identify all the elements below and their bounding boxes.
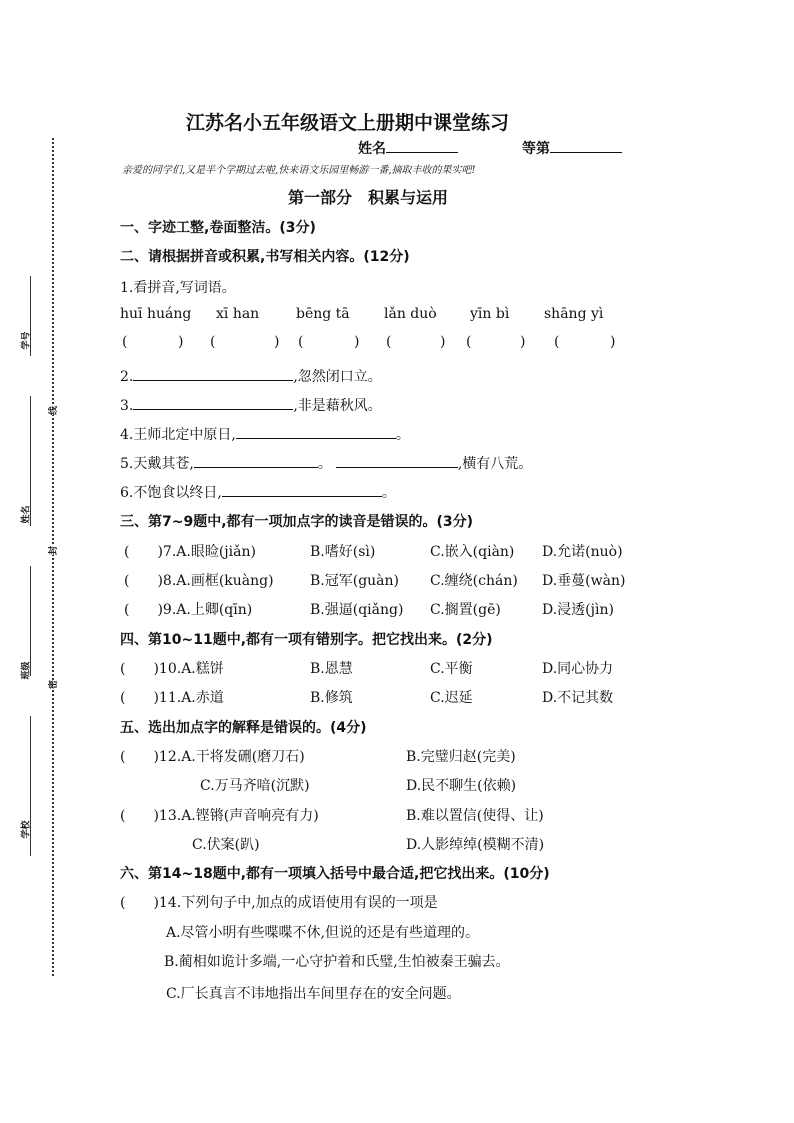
section-3-heading: 三、第7~9题中,都有一项加点字的读音是错误的。(3分)	[120, 514, 474, 530]
q3-blank[interactable]	[133, 395, 293, 410]
q7-option-d: D.允诺(nuò)	[542, 544, 623, 560]
q7-option-b: B.嗜好(sì)	[310, 544, 376, 560]
pinyin-1: huī huáng	[120, 306, 192, 322]
q3-number: 3.	[120, 398, 134, 414]
q6-blank[interactable]	[222, 482, 382, 497]
name-blank[interactable]	[386, 138, 458, 153]
pinyin-5: yīn bì	[470, 306, 510, 322]
pinyin-3: bēng tā	[296, 306, 350, 322]
q5-line	[120, 453, 532, 473]
q5-text: 5.天戴其苍,	[120, 456, 194, 472]
q10-option-d: D.同心协力	[542, 661, 614, 677]
q4-text: 4.王师北定中原日,	[120, 427, 236, 443]
section-2-heading: 二、请根据拼音或积累,书写相关内容。(12分)	[120, 249, 410, 265]
name-field[interactable]	[358, 138, 458, 158]
grade-label: 等第	[522, 141, 550, 157]
part-title: 第一部分 积累与运用	[288, 188, 449, 207]
q9-option-b: B.强逼(qiǎng)	[310, 602, 404, 618]
q5-blank-1[interactable]	[194, 453, 318, 468]
q6-line	[120, 482, 396, 502]
q12-option-c: C.万马齐喑(沉默)	[200, 778, 310, 794]
side-label-number: 学号	[21, 331, 32, 350]
q8-option-c: C.缠绕(chán)	[430, 573, 518, 589]
q3-text: ,非是藉秋风。	[293, 398, 382, 414]
q13-option-d: D.人影绰绰(模糊不清)	[406, 837, 545, 853]
paren-open-5: (	[466, 334, 472, 350]
grade-field[interactable]	[522, 138, 622, 158]
side-seal-secret: 密	[46, 680, 59, 689]
q2-text: ,忽然闭口立。	[293, 369, 382, 385]
q13-option-a: ( )13.A.铿锵(声音响亮有力)	[120, 808, 319, 824]
q2-number: 2.	[120, 369, 134, 385]
side-seal-seal: 封	[46, 546, 59, 555]
q9-option-d: D.浸透(jìn)	[542, 602, 614, 618]
paren-close-1: )	[178, 334, 184, 350]
q3-line	[120, 395, 382, 415]
q2-blank[interactable]	[133, 366, 293, 381]
q8-option-b: B.冠军(guàn)	[310, 573, 400, 589]
q10-option-b: B.恩慧	[310, 661, 353, 677]
q4-line	[120, 424, 410, 444]
q7-option-c: C.嵌入(qiàn)	[430, 544, 515, 560]
section-4-heading: 四、第10~11题中,都有一项有错别字。把它找出来。(2分)	[120, 632, 493, 648]
section-6-heading: 六、第14~18题中,都有一项填入括号中最合适,把它找出来。(10分)	[120, 866, 550, 882]
q9-option-a: ( )9.A.上卿(qīn)	[124, 602, 253, 618]
q11-option-b: B.修筑	[310, 690, 353, 706]
paren-close-6: )	[610, 334, 616, 350]
section-5-heading: 五、选出加点字的解释是错误的。(4分)	[120, 720, 367, 736]
q7-option-a: ( )7.A.眼睑(jiǎn)	[124, 544, 256, 560]
name-label: 姓名	[358, 141, 386, 157]
q5-end: ,横有八荒。	[457, 456, 533, 472]
side-label-class: 班级	[21, 661, 32, 680]
q10-option-a: ( )10.A.糕饼	[120, 661, 224, 677]
pinyin-6: shāng yì	[544, 306, 604, 322]
pinyin-4: lǎn duò	[384, 306, 437, 322]
side-label-name: 姓名	[21, 505, 32, 524]
q6-text: 6.不饱食以终日,	[120, 485, 222, 501]
intro-text: 亲爱的同学们,又是半个学期过去啦,快来语文乐园里畅游一番,摘取丰收的果实吧!	[122, 165, 476, 176]
q5-blank-2[interactable]	[336, 453, 458, 468]
q8-option-a: ( )8.A.画框(kuàng)	[124, 573, 274, 589]
paren-open-2: (	[210, 334, 216, 350]
q1-label: 1.看拼音,写词语。	[120, 280, 236, 296]
side-seal-line: 线	[46, 406, 59, 415]
q11-option-d: D.不记其数	[542, 690, 614, 706]
grade-blank[interactable]	[550, 138, 622, 153]
margin-line-class	[30, 566, 31, 676]
q14-option-c: C.厂长真言不讳地指出车间里存在的安全问题。	[166, 986, 461, 1002]
paren-open-4: (	[386, 334, 392, 350]
q12-option-b: B.完璧归赵(完美)	[406, 749, 516, 765]
q12-option-a: ( )12.A.干将发硎(磨刀石)	[120, 749, 305, 765]
q8-option-d: D.垂蔓(wàn)	[542, 573, 626, 589]
q13-option-c: C.伏案(趴)	[192, 837, 260, 853]
q11-option-a: ( )11.A.赤道	[120, 690, 224, 706]
q6-end: 。	[381, 485, 396, 501]
q4-blank[interactable]	[236, 424, 396, 439]
binding-dotted-line	[52, 138, 54, 976]
q11-option-c: C.迟延	[430, 690, 473, 706]
q14-stem: ( )14.下列句子中,加点的成语使用有误的一项是	[120, 895, 438, 911]
q9-option-c: C.搁置(gē)	[430, 602, 501, 618]
section-1-heading: 一、字迹工整,卷面整洁。(3分)	[120, 220, 316, 236]
paren-close-3: )	[354, 334, 360, 350]
paren-close-2: )	[274, 334, 280, 350]
q10-option-c: C.平衡	[430, 661, 473, 677]
page-title: 江苏名小五年级语文上册期中课堂练习	[186, 112, 510, 134]
paren-close-4: )	[440, 334, 446, 350]
q13-option-b: B.难以置信(使得、让)	[406, 808, 544, 824]
paren-open-6: (	[554, 334, 560, 350]
q12-option-d: D.民不聊生(依赖)	[406, 778, 517, 794]
q14-option-b: B.蔺相如诡计多端,一心守护着和氏璧,生怕被秦王骗去。	[164, 954, 510, 970]
q2-line	[120, 366, 382, 386]
pinyin-2: xī han	[216, 306, 260, 322]
side-label-school: 学校	[21, 820, 32, 839]
paren-open-1: (	[122, 334, 128, 350]
q4-end: 。	[395, 427, 410, 443]
paren-close-5: )	[520, 334, 526, 350]
q14-option-a: A.尽管小明有些喋喋不休,但说的还是有些道理的。	[166, 925, 480, 941]
q5-mid: 。	[317, 456, 332, 472]
paren-open-3: (	[298, 334, 304, 350]
